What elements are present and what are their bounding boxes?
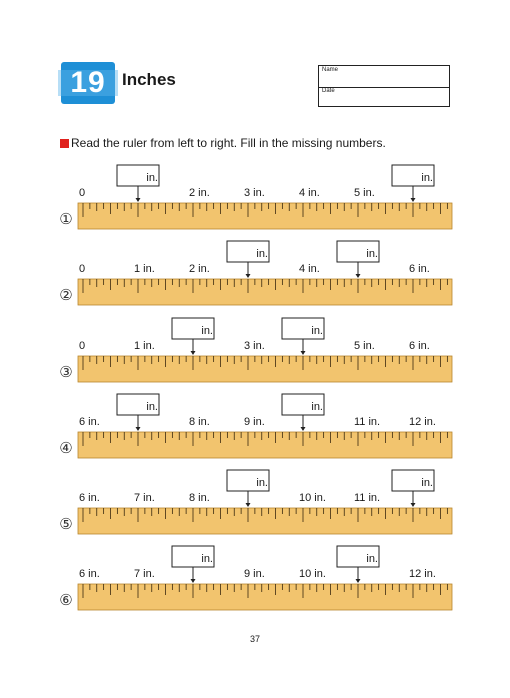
ruler-exercise-6: [59, 546, 452, 610]
inch-label: 2 in.: [189, 263, 210, 275]
inch-label: 1 in.: [134, 263, 155, 275]
exercise-number: ①: [59, 210, 73, 228]
ruler-exercise-2: [59, 241, 452, 305]
inch-label: 9 in.: [244, 568, 265, 580]
unit-number: 19: [70, 66, 106, 99]
inch-label: 5 in.: [354, 187, 375, 199]
pointer-arrow: [191, 351, 196, 355]
name-label: Name: [322, 67, 339, 73]
ruler-body: [78, 279, 452, 305]
inch-label: 12 in.: [409, 416, 436, 428]
date-label: Date: [322, 88, 335, 94]
pointer-arrow: [356, 274, 361, 278]
inch-label: 2 in.: [189, 187, 210, 199]
pointer-arrow: [246, 274, 251, 278]
inch-label: 8 in.: [189, 492, 210, 504]
answer-unit-label: in.: [256, 248, 268, 260]
ruler-body: [78, 584, 452, 610]
answer-unit-label: in.: [256, 477, 268, 489]
inch-label: 6 in.: [79, 492, 100, 504]
ruler-exercise-1: [59, 165, 452, 229]
answer-unit-label: in.: [366, 553, 378, 565]
inch-label: 6 in.: [79, 416, 100, 428]
exercise-number: ⑥: [59, 591, 73, 609]
answer-unit-label: in.: [311, 401, 323, 413]
inch-label: 0: [79, 263, 86, 275]
instruction-text: Read the ruler from left to right. Fill in the missing numbers.: [71, 136, 386, 150]
exercise-number: ②: [59, 286, 73, 304]
inch-label: 7 in.: [134, 568, 155, 580]
ruler-body: [78, 203, 452, 229]
exercise-number: ③: [59, 363, 73, 381]
ruler-body: [78, 356, 452, 382]
inch-label: 10 in.: [299, 568, 326, 580]
inch-label: 3 in.: [244, 187, 265, 199]
inch-label: 3 in.: [244, 340, 265, 352]
pointer-arrow: [191, 579, 196, 583]
inch-label: 0: [79, 340, 86, 352]
pointer-arrow: [356, 579, 361, 583]
inch-label: 9 in.: [244, 416, 265, 428]
ruler-exercise-4: [59, 394, 452, 458]
exercise-number: ④: [59, 439, 73, 457]
answer-unit-label: in.: [421, 172, 433, 184]
ruler-body: [78, 432, 452, 458]
exercise-number: ⑤: [59, 515, 73, 533]
page-number: 37: [249, 634, 260, 644]
ruler-body: [78, 508, 452, 534]
inch-label: 12 in.: [409, 568, 436, 580]
answer-unit-label: in.: [146, 401, 158, 413]
pointer-arrow: [301, 351, 306, 355]
inch-label: 6 in.: [79, 568, 100, 580]
pointer-arrow: [136, 427, 141, 431]
answer-unit-label: in.: [201, 325, 213, 337]
pointer-arrow: [136, 198, 141, 202]
answer-unit-label: in.: [421, 477, 433, 489]
pointer-arrow: [411, 503, 416, 507]
answer-unit-label: in.: [146, 172, 158, 184]
inch-label: 11 in.: [354, 416, 381, 428]
inch-label: 0: [79, 187, 86, 199]
answer-unit-label: in.: [366, 248, 378, 260]
inch-label: 10 in.: [299, 492, 326, 504]
ruler-exercise-3: [59, 318, 452, 382]
inch-label: 6 in.: [409, 340, 430, 352]
answer-unit-label: in.: [311, 325, 323, 337]
inch-label: 5 in.: [354, 340, 375, 352]
pointer-arrow: [301, 427, 306, 431]
pointer-arrow: [411, 198, 416, 202]
inch-label: 6 in.: [409, 263, 430, 275]
inch-label: 4 in.: [299, 263, 320, 275]
inch-label: 7 in.: [134, 492, 155, 504]
pointer-arrow: [246, 503, 251, 507]
answer-unit-label: in.: [201, 553, 213, 565]
ruler-exercise-5: [59, 470, 452, 534]
unit-title: Inches: [122, 70, 176, 89]
inch-label: 11 in.: [354, 492, 381, 504]
inch-label: 1 in.: [134, 340, 155, 352]
inch-label: 8 in.: [189, 416, 210, 428]
inch-label: 4 in.: [299, 187, 320, 199]
